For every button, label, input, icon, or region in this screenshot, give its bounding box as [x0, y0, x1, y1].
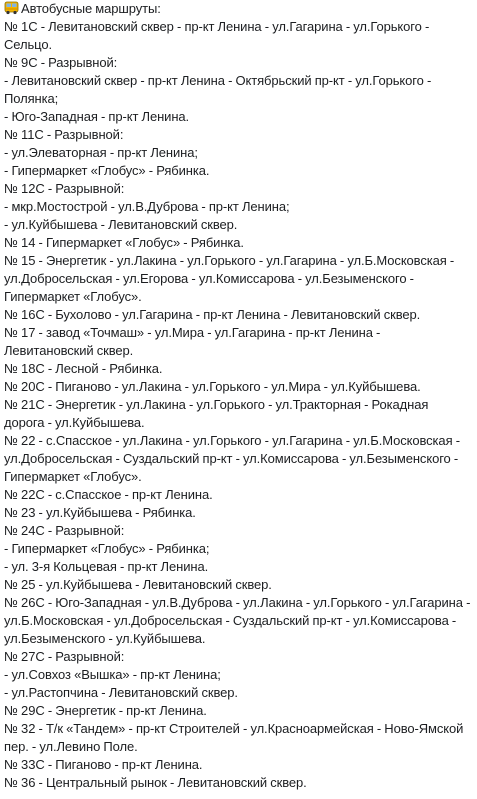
header-title: Автобусные маршруты:	[21, 1, 161, 16]
route-line: ул.Добросельская - Суздальский пр-кт - ул.Комиссарова - ул.Безыменского -	[4, 451, 459, 466]
route-line: ул.Безыменского - ул.Куйбышева.	[4, 631, 206, 646]
route-line: № 26С - Юго-Западная - ул.В.Дуброва - ул.Лакина - ул.Горького - ул.Гагарина -	[4, 595, 471, 610]
route-line: № 27С - Разрывной:	[4, 649, 125, 664]
route-list	[4, 18, 474, 792]
route-line: № 15 - Энергетик - ул.Лакина - ул.Горького - ул.Гагарина - ул.Б.Московская -	[4, 253, 455, 268]
route-line: - Левитановский сквер - пр-кт Ленина - Октябрьский пр-кт - ул.Горького -	[4, 73, 432, 88]
route-line: № 36 - Центральный рынок - Левитановский сквер.	[4, 775, 307, 790]
route-line: Сельцо.	[4, 37, 52, 52]
route-line: № 32 - Т/к «Тандем» - пр-кт Строителей - ул.Красноармейская - Ново-Ямской	[4, 721, 464, 736]
route-line: № 21С - Энергетик - ул.Лакина - ул.Горького - ул.Тракторная - Рокадная	[4, 397, 429, 412]
route-line: № 25 - ул.Куйбышева - Левитановский сквер.	[4, 577, 272, 592]
route-line: Гипермаркет «Глобус».	[4, 469, 142, 484]
route-line: дорога - ул.Куйбышева.	[4, 415, 145, 430]
route-line: Левитановский сквер.	[4, 343, 134, 358]
route-line: Гипермаркет «Глобус».	[4, 289, 142, 304]
route-line: № 1С - Левитановский сквер - пр-кт Ленина - ул.Гагарина - ул.Горького -	[4, 19, 430, 34]
route-line: № 22 - с.Спасское - ул.Лакина - ул.Горького - ул.Гагарина - ул.Б.Московская -	[4, 433, 460, 448]
route-line: № 9С - Разрывной:	[4, 55, 118, 70]
route-line: - ул. 3-я Кольцевая - пр-кт Ленина.	[4, 559, 209, 574]
route-line: - мкр.Мостострой - ул.В.Дуброва - пр-кт Ленина;	[4, 199, 290, 214]
route-line: - ул.Растопчина - Левитановский сквер.	[4, 685, 238, 700]
route-line: - ул.Элеваторная - пр-кт Ленина;	[4, 145, 198, 160]
route-line: ул.Добросельская - ул.Егорова - ул.Комиссарова - ул.Безыменского -	[4, 271, 414, 286]
bus-routes-text	[4, 0, 474, 792]
route-line: - ул.Куйбышева - Левитановский сквер.	[4, 217, 238, 232]
route-line: - Юго-Западная - пр-кт Ленина.	[4, 109, 190, 124]
route-line: № 16С - Бухолово - ул.Гагарина - пр-кт Ленина - Левитановский сквер.	[4, 307, 421, 322]
route-line: № 23 - ул.Куйбышева - Рябинка.	[4, 505, 196, 520]
route-line: пер. - ул.Левино Поле.	[4, 739, 138, 754]
route-line: Полянка;	[4, 91, 59, 106]
route-line: № 22С - с.Спасское - пр-кт Ленина.	[4, 487, 213, 502]
route-line: № 33С - Пиганово - пр-кт Ленина.	[4, 757, 203, 772]
route-line: № 14 - Гипермаркет «Глобус» - Рябинка.	[4, 235, 244, 250]
header-line	[4, 0, 474, 18]
route-line: № 17 - завод «Точмаш» - ул.Мира - ул.Гагарина - пр-кт Ленина -	[4, 325, 381, 340]
route-line: № 11С - Разрывной:	[4, 127, 124, 142]
route-line: - ул.Совхоз «Вышка» - пр-кт Ленина;	[4, 667, 221, 682]
route-line: - Гипермаркет «Глобус» - Рябинка;	[4, 541, 210, 556]
route-line: № 20С - Пиганово - ул.Лакина - ул.Горького - ул.Мира - ул.Куйбышева.	[4, 379, 421, 394]
route-line: - Гипермаркет «Глобус» - Рябинка.	[4, 163, 210, 178]
route-line: ул.Б.Московская - ул.Добросельская - Суздальский пр-кт - ул.Комиссарова -	[4, 613, 457, 628]
route-line: № 12С - Разрывной:	[4, 181, 125, 196]
bus-emoji-icon	[4, 1, 19, 18]
route-line: № 24С - Разрывной:	[4, 523, 125, 538]
route-line: № 18С - Лесной - Рябинка.	[4, 361, 163, 376]
route-line: № 29С - Энергетик - пр-кт Ленина.	[4, 703, 207, 718]
